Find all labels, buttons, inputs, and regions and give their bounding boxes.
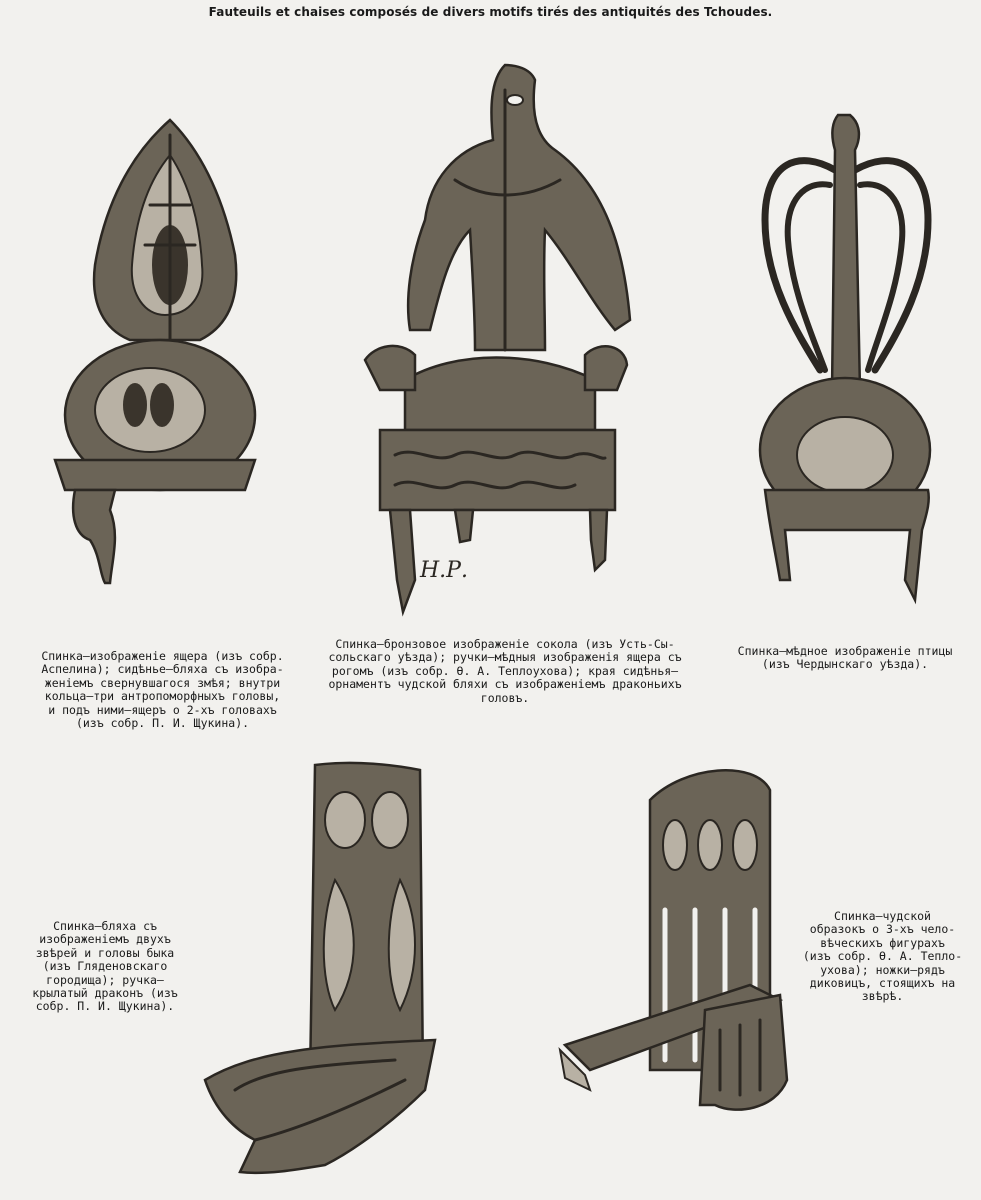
artist-signature: Н.Р. bbox=[420, 558, 468, 583]
caption-plaque-chair: Спинка—бляха съ изображеніемъ двухъ звѣрей и головы быка (изъ Гляденовскаго городища); ручка— крылатый драконъ (изъ собр. П. И. Щукина). bbox=[32, 919, 178, 1014]
caption-figure-chair: Спинка—чудской образокъ о 3-хъ чело- вѣческихъ фигурахъ (изъ собр. Ѳ. А. Тепло- ухова); ножки—рядъ диковицъ, стоящихъ на звѣрѣ. bbox=[802, 909, 963, 1004]
page-title: Fauteuils et chaises composés de divers motifs tirés des antiquités des Tchoudes. bbox=[208, 5, 773, 19]
chair-falcon-illustration bbox=[355, 60, 635, 615]
chair-bird-illustration bbox=[750, 110, 940, 610]
chair-plaque-illustration bbox=[195, 760, 440, 1180]
chair-figure-illustration bbox=[555, 760, 795, 1120]
caption-lizard-chair: Спинка—изображеніе ящера (изъ собр. Аспелина); сидѣнье—бляха съ изобра- женіемъ свернувшагося змѣя; внутри кольца—три антропоморфныхъ головы, и подъ ними—ящеръ о 2-хъ головахъ (изъ собр. П. И. Щукина). bbox=[41, 649, 284, 731]
caption-falcon-chair: Спинка—бронзовое изображеніе сокола (изъ Усть-Сы- сольскаго уѣзда); ручки—мѣдныя изображенія ящера съ рогомъ (изъ собр. Ѳ. А. Теплоухова); края сидѣнья— орнаментъ чудской бляхи съ изображеніемъ драконьихъ головъ. bbox=[328, 637, 682, 705]
chair-lizard-illustration bbox=[50, 115, 260, 585]
caption-bird-chair: Спинка—мѣдное изображеніе птицы (изъ Чердынскаго уѣзда). bbox=[737, 644, 953, 672]
